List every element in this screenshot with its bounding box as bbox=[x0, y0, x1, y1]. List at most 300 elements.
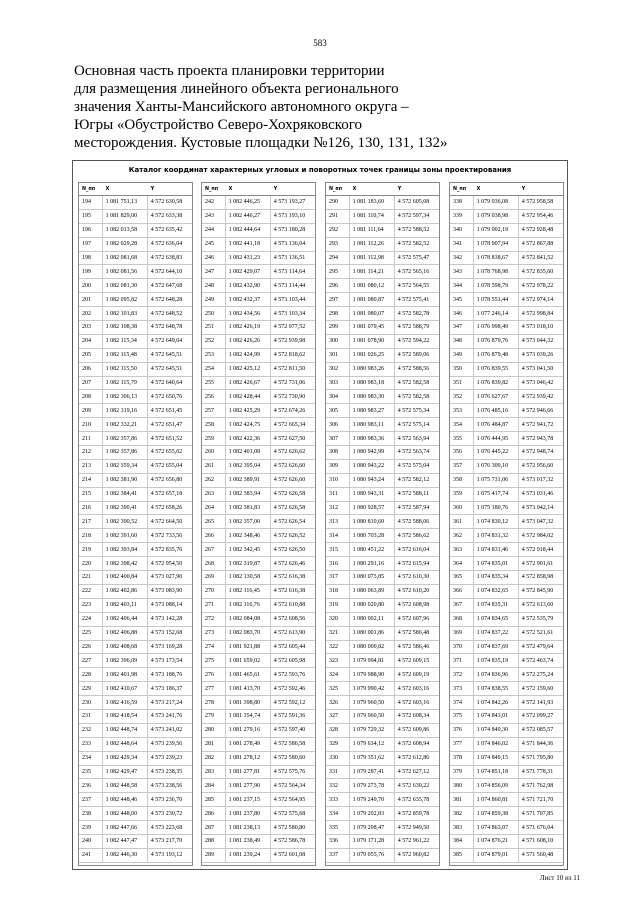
cell-x: 1 082 083,70 bbox=[226, 627, 271, 640]
cell-x: 1 082 381,83 bbox=[226, 502, 271, 515]
table-row bbox=[326, 377, 439, 391]
table-row bbox=[326, 696, 439, 710]
table-row bbox=[202, 710, 315, 724]
cell-x: 1 081 278,49 bbox=[226, 738, 271, 751]
cell-y: 4 572 616,38 bbox=[273, 588, 306, 595]
cell-y: 4 572 626,52 bbox=[273, 532, 306, 539]
cell-y: 4 572 841,52 bbox=[521, 255, 554, 261]
cell-y: 4 572 651,45 bbox=[150, 407, 183, 414]
cell-x: 1 082 410,67 bbox=[103, 682, 148, 695]
cell-number: 246 bbox=[202, 252, 226, 265]
cell-number: 376 bbox=[450, 724, 474, 737]
cell-y: 4 573 239,23 bbox=[150, 755, 183, 762]
cell-number: 349 bbox=[450, 349, 474, 362]
cell-number: 224 bbox=[79, 613, 103, 626]
cell-number: 245 bbox=[202, 238, 226, 251]
cell-number: 364 bbox=[450, 557, 474, 570]
header-y: Y bbox=[150, 186, 155, 192]
cell-x: 1 080 451,22 bbox=[350, 543, 395, 556]
cell-x: 1 081 183,60 bbox=[350, 196, 395, 209]
cell-x: 1 074 851,18 bbox=[474, 766, 519, 779]
cell-x: 1 081 278,12 bbox=[226, 752, 271, 765]
cell-x: 1 082 406,88 bbox=[103, 627, 148, 640]
cell-y: 4 572 648,52 bbox=[150, 310, 183, 317]
cell-x: 1 081 277,81 bbox=[226, 766, 271, 779]
table-row bbox=[450, 599, 563, 613]
cell-number: 225 bbox=[79, 627, 103, 640]
cell-number: 370 bbox=[450, 641, 474, 654]
table-row bbox=[202, 821, 315, 835]
cell-y: 4 572 626,50 bbox=[273, 546, 306, 553]
cell-x: 1 074 835,19 bbox=[474, 654, 519, 667]
table-row bbox=[326, 738, 439, 752]
cell-x: 1 081 238,13 bbox=[226, 821, 271, 834]
cell-number: 202 bbox=[79, 307, 103, 320]
cell-x: 1 081 078,90 bbox=[350, 335, 395, 348]
cell-y: 4 572 626,58 bbox=[273, 505, 306, 512]
header-n: N_пп bbox=[205, 186, 219, 192]
cell-y: 4 572 946,66 bbox=[521, 407, 554, 414]
cell-number: 264 bbox=[202, 502, 226, 515]
cell-number: 317 bbox=[326, 571, 350, 584]
table-row bbox=[202, 613, 315, 627]
cell-number: 198 bbox=[79, 252, 103, 265]
cell-x: 1 081 238,49 bbox=[226, 835, 271, 848]
cell-y: 4 572 575,68 bbox=[273, 810, 306, 817]
cell-y: 4 572 651,52 bbox=[150, 435, 183, 442]
table-row bbox=[202, 641, 315, 655]
cell-number: 251 bbox=[202, 321, 226, 334]
cell-y: 4 572 954,50 bbox=[150, 560, 183, 567]
cell-number: 262 bbox=[202, 474, 226, 487]
cell-y: 4 572 977,52 bbox=[273, 324, 306, 331]
cell-x: 1 081 110,74 bbox=[350, 210, 395, 223]
cell-x: 1 074 849,15 bbox=[474, 752, 519, 765]
table-row bbox=[202, 682, 315, 696]
cell-number: 234 bbox=[79, 752, 103, 765]
table-row bbox=[79, 613, 192, 627]
cell-y: 4 573 142,28 bbox=[150, 616, 183, 623]
table-row bbox=[326, 682, 439, 696]
table-row bbox=[326, 210, 439, 224]
cell-y: 4 572 159,60 bbox=[521, 685, 554, 692]
cell-x: 1 082 081,56 bbox=[103, 265, 148, 278]
cell-x: 1 082 448,00 bbox=[103, 807, 148, 820]
cell-y: 4 572 582,78 bbox=[397, 310, 430, 317]
table-row bbox=[326, 821, 439, 835]
cell-number: 362 bbox=[450, 529, 474, 542]
cell-number: 337 bbox=[326, 849, 350, 862]
cell-y: 4 572 613,60 bbox=[521, 602, 554, 609]
document-title bbox=[74, 62, 574, 152]
cell-x: 1 081 114,21 bbox=[350, 265, 395, 278]
cell-x: 1 082 425,12 bbox=[226, 363, 271, 376]
cell-number: 304 bbox=[326, 390, 350, 403]
cell-number: 300 bbox=[326, 335, 350, 348]
cell-y: 4 572 674,26 bbox=[273, 407, 306, 414]
table-row bbox=[79, 363, 192, 377]
cell-x: 1 074 836,96 bbox=[474, 668, 519, 681]
cell-number: 249 bbox=[202, 293, 226, 306]
cell-y: 4 572 608,34 bbox=[397, 713, 430, 720]
cell-y: 4 571 721,70 bbox=[521, 796, 554, 803]
cell-y: 4 573 046,42 bbox=[521, 380, 554, 387]
table-row bbox=[202, 724, 315, 738]
cell-x: 1 082 381,90 bbox=[103, 474, 148, 487]
table-row bbox=[79, 293, 192, 307]
table-row bbox=[326, 766, 439, 780]
cell-x: 1 078 551,44 bbox=[474, 293, 519, 306]
cell-x: 1 082 448,64 bbox=[103, 738, 148, 751]
cell-y: 4 573 230,72 bbox=[150, 810, 183, 817]
cell-y: 4 571 676,04 bbox=[521, 824, 554, 831]
cell-y: 4 573 238,56 bbox=[150, 782, 183, 789]
cell-y: 4 572 960,82 bbox=[397, 852, 430, 859]
cell-x: 1 082 393,84 bbox=[103, 543, 148, 556]
cell-y: 4 572 609,19 bbox=[397, 671, 430, 678]
table-row bbox=[450, 349, 563, 363]
table-row bbox=[202, 835, 315, 849]
table-row bbox=[79, 668, 192, 682]
cell-x: 1 081 829,00 bbox=[103, 210, 148, 223]
table-row bbox=[450, 210, 563, 224]
cell-number: 242 bbox=[202, 196, 226, 209]
cell-y: 4 572 605,44 bbox=[273, 643, 306, 650]
table-row bbox=[326, 668, 439, 682]
cell-number: 356 bbox=[450, 446, 474, 459]
table-row bbox=[450, 418, 563, 432]
cell-x: 1 082 446,25 bbox=[226, 196, 271, 209]
table-row bbox=[79, 793, 192, 807]
cell-number: 325 bbox=[326, 682, 350, 695]
cell-x: 1 082 359,34 bbox=[103, 460, 148, 473]
cell-x: 1 081 026,25 bbox=[350, 349, 395, 362]
cell-number: 260 bbox=[202, 446, 226, 459]
table-row bbox=[450, 293, 563, 307]
cell-x: 1 082 389,91 bbox=[226, 474, 271, 487]
cell-number: 326 bbox=[326, 696, 350, 709]
cell-number: 297 bbox=[326, 293, 350, 306]
cell-y: 4 572 563,74 bbox=[397, 449, 430, 456]
cell-number: 383 bbox=[450, 821, 474, 834]
cell-y: 4 572 978,22 bbox=[521, 282, 554, 289]
table-row bbox=[450, 752, 563, 766]
cell-number: 276 bbox=[202, 668, 226, 681]
cell-number: 280 bbox=[202, 724, 226, 737]
cell-y: 4 572 582,52 bbox=[397, 241, 430, 248]
cell-number: 194 bbox=[79, 196, 103, 209]
cell-x: 1 080 983,18 bbox=[350, 377, 395, 390]
table-row bbox=[79, 265, 192, 279]
cell-x: 1 081 080,87 bbox=[350, 293, 395, 306]
table-row bbox=[202, 196, 315, 210]
cell-number: 385 bbox=[450, 849, 474, 862]
cell-x: 1 078 907,94 bbox=[474, 238, 519, 251]
cell-y: 4 572 603,16 bbox=[397, 685, 430, 692]
cell-x: 1 076 484,87 bbox=[474, 418, 519, 431]
cell-y: 4 572 730,90 bbox=[273, 393, 306, 400]
table-row bbox=[450, 390, 563, 404]
table-row bbox=[202, 585, 315, 599]
cell-y: 4 573 083,90 bbox=[150, 588, 183, 595]
cell-y: 4 573 018,10 bbox=[521, 324, 554, 331]
title-line: значения Ханты-Мансийского автономного округа – bbox=[74, 99, 409, 115]
cell-number: 312 bbox=[326, 502, 350, 515]
table-row bbox=[79, 557, 192, 571]
table-row bbox=[79, 335, 192, 349]
cell-y: 4 573 217,70 bbox=[150, 838, 183, 845]
cell-number: 237 bbox=[79, 793, 103, 806]
table-row bbox=[79, 779, 192, 793]
table-row bbox=[326, 488, 439, 502]
cell-number: 259 bbox=[202, 432, 226, 445]
cell-x: 1 079 036,08 bbox=[474, 196, 519, 209]
cell-number: 327 bbox=[326, 710, 350, 723]
cell-number: 285 bbox=[202, 793, 226, 806]
cell-number: 229 bbox=[79, 682, 103, 695]
cell-number: 321 bbox=[326, 627, 350, 640]
cell-y: 4 572 658,26 bbox=[150, 505, 183, 512]
cell-number: 290 bbox=[326, 196, 350, 209]
cell-y: 4 573 041,50 bbox=[521, 366, 554, 373]
table-row bbox=[79, 252, 192, 266]
table-row bbox=[202, 738, 315, 752]
cell-x: 1 080 942,99 bbox=[350, 446, 395, 459]
cell-y: 4 572 645,51 bbox=[150, 366, 183, 373]
cell-number: 197 bbox=[79, 238, 103, 251]
cell-number: 355 bbox=[450, 432, 474, 445]
table-row bbox=[79, 390, 192, 404]
cell-y: 4 572 626,60 bbox=[273, 477, 306, 484]
cell-x: 1 082 432,37 bbox=[226, 293, 271, 306]
cell-y: 4 572 582,58 bbox=[397, 393, 430, 400]
cell-y: 4 572 610,88 bbox=[273, 602, 306, 609]
cell-x: 1 082 446,30 bbox=[103, 849, 148, 862]
header-y: Y bbox=[521, 186, 526, 192]
cell-y: 4 572 612,86 bbox=[397, 755, 430, 762]
table-row bbox=[450, 488, 563, 502]
cell-y: 4 572 657,18 bbox=[150, 491, 183, 498]
cell-x: 1 074 832,65 bbox=[474, 585, 519, 598]
table-row bbox=[202, 752, 315, 766]
cell-number: 238 bbox=[79, 807, 103, 820]
cell-y: 4 572 939,42 bbox=[521, 393, 554, 400]
cell-x: 1 080 063,89 bbox=[350, 585, 395, 598]
table-row bbox=[450, 821, 563, 835]
cell-x: 1 080 943,31 bbox=[350, 488, 395, 501]
table-row bbox=[79, 599, 192, 613]
cell-x: 1 074 835,34 bbox=[474, 571, 519, 584]
cell-x: 1 082 408,68 bbox=[103, 641, 148, 654]
cell-number: 287 bbox=[202, 821, 226, 834]
cell-number: 272 bbox=[202, 613, 226, 626]
table-row bbox=[450, 654, 563, 668]
cell-number: 244 bbox=[202, 224, 226, 237]
table-row bbox=[79, 238, 192, 252]
table-row bbox=[202, 404, 315, 418]
cell-x: 1 074 834,65 bbox=[474, 613, 519, 626]
table-row bbox=[450, 724, 563, 738]
table-row bbox=[326, 238, 439, 252]
cell-x: 1 074 843,01 bbox=[474, 710, 519, 723]
table-row bbox=[79, 196, 192, 210]
cell-y: 4 572 647,68 bbox=[150, 282, 183, 289]
cell-y: 4 572 580,60 bbox=[273, 755, 306, 762]
cell-x: 1 080 928,57 bbox=[350, 502, 395, 515]
cell-number: 352 bbox=[450, 390, 474, 403]
cell-y: 4 572 605,98 bbox=[273, 657, 306, 664]
cell-number: 233 bbox=[79, 738, 103, 751]
cell-number: 214 bbox=[79, 474, 103, 487]
cell-number: 257 bbox=[202, 404, 226, 417]
cell-x: 1 078 598,79 bbox=[474, 279, 519, 292]
cell-x: 1 079 994,81 bbox=[350, 654, 395, 667]
cell-number: 217 bbox=[79, 515, 103, 528]
cell-y: 4 572 607,96 bbox=[397, 616, 430, 623]
cell-number: 298 bbox=[326, 307, 350, 320]
cell-number: 199 bbox=[79, 265, 103, 278]
cell-x: 1 082 403,11 bbox=[103, 599, 148, 612]
cell-y: 4 572 463,74 bbox=[521, 657, 554, 664]
cell-x: 1 082 429,34 bbox=[103, 752, 148, 765]
cell-number: 254 bbox=[202, 363, 226, 376]
cell-x: 1 080 983,36 bbox=[350, 432, 395, 445]
cell-number: 303 bbox=[326, 377, 350, 390]
table-row bbox=[326, 432, 439, 446]
cell-number: 314 bbox=[326, 529, 350, 542]
cell-x: 1 082 115,79 bbox=[103, 377, 148, 390]
cell-number: 342 bbox=[450, 252, 474, 265]
cell-number: 330 bbox=[326, 752, 350, 765]
cell-y: 4 572 586,58 bbox=[273, 741, 306, 748]
cell-x: 1 081 079,45 bbox=[350, 321, 395, 334]
cell-y: 4 571 560,48 bbox=[521, 852, 554, 859]
cell-number: 210 bbox=[79, 418, 103, 431]
cell-number: 215 bbox=[79, 488, 103, 501]
cell-y: 4 573 169,28 bbox=[150, 643, 183, 650]
table-row bbox=[79, 766, 192, 780]
cell-y: 4 572 858,98 bbox=[521, 574, 554, 581]
table-row bbox=[326, 293, 439, 307]
cell-x: 1 082 115,50 bbox=[103, 363, 148, 376]
cell-number: 374 bbox=[450, 696, 474, 709]
cell-y: 4 573 193,27 bbox=[273, 199, 306, 206]
cell-y: 4 572 608,94 bbox=[397, 741, 430, 748]
table-row bbox=[326, 390, 439, 404]
cell-y: 4 572 835,60 bbox=[521, 268, 554, 275]
cell-y: 4 573 136,04 bbox=[273, 241, 306, 248]
table-row bbox=[326, 418, 439, 432]
cell-number: 263 bbox=[202, 488, 226, 501]
cell-number: 344 bbox=[450, 279, 474, 292]
cell-y: 4 573 188,76 bbox=[150, 671, 183, 678]
cell-x: 1 080 983,27 bbox=[350, 404, 395, 417]
cell-x: 1 075 180,76 bbox=[474, 502, 519, 515]
header-y: Y bbox=[397, 186, 402, 192]
cell-y: 4 572 731,06 bbox=[273, 380, 306, 387]
cell-number: 361 bbox=[450, 515, 474, 528]
cell-y: 4 572 948,74 bbox=[521, 449, 554, 456]
table-row bbox=[326, 585, 439, 599]
table-row bbox=[202, 793, 315, 807]
cell-y: 4 572 563,94 bbox=[397, 435, 430, 442]
table-row bbox=[202, 668, 315, 682]
table-row bbox=[450, 502, 563, 516]
cell-number: 241 bbox=[79, 849, 103, 862]
table-row bbox=[79, 752, 192, 766]
table-row bbox=[79, 835, 192, 849]
cell-number: 230 bbox=[79, 696, 103, 709]
cell-y: 4 572 958,58 bbox=[521, 199, 554, 206]
cell-y: 4 573 114,64 bbox=[273, 268, 306, 275]
cell-x: 1 082 447,66 bbox=[103, 821, 148, 834]
cell-number: 328 bbox=[326, 724, 350, 737]
cell-y: 4 572 640,64 bbox=[150, 380, 183, 387]
table-row bbox=[450, 766, 563, 780]
cell-y: 4 571 795,80 bbox=[521, 755, 554, 762]
cell-number: 219 bbox=[79, 543, 103, 556]
table-header bbox=[450, 183, 563, 196]
cell-number: 377 bbox=[450, 738, 474, 751]
cell-x: 1 082 426,26 bbox=[226, 335, 271, 348]
table-row bbox=[326, 543, 439, 557]
cell-y: 4 572 575,04 bbox=[397, 463, 430, 470]
table-row bbox=[326, 557, 439, 571]
cell-number: 369 bbox=[450, 627, 474, 640]
cell-number: 329 bbox=[326, 738, 350, 751]
cell-number: 258 bbox=[202, 418, 226, 431]
table-row bbox=[450, 696, 563, 710]
table-row bbox=[326, 224, 439, 238]
cell-x: 1 074 831,32 bbox=[474, 529, 519, 542]
table-row bbox=[202, 238, 315, 252]
table-row bbox=[202, 557, 315, 571]
table-row bbox=[450, 835, 563, 849]
cell-y: 4 572 633,38 bbox=[150, 213, 183, 220]
cell-number: 320 bbox=[326, 613, 350, 626]
cell-x: 1 082 426,19 bbox=[226, 321, 271, 334]
cell-y: 4 572 575,76 bbox=[273, 768, 306, 775]
cell-number: 261 bbox=[202, 460, 226, 473]
cell-x: 1 074 830,12 bbox=[474, 515, 519, 528]
cell-x: 1 082 357,86 bbox=[103, 432, 148, 445]
table-row bbox=[202, 363, 315, 377]
cell-y: 4 572 588,06 bbox=[397, 518, 430, 525]
cell-y: 4 572 609,15 bbox=[397, 657, 430, 664]
cell-y: 4 572 939,98 bbox=[273, 338, 306, 345]
cell-number: 336 bbox=[326, 835, 350, 848]
cell-x: 1 081 354,74 bbox=[226, 710, 271, 723]
cell-x: 1 082 319,16 bbox=[103, 404, 148, 417]
cell-x: 1 074 838,55 bbox=[474, 682, 519, 695]
cell-x: 1 079 960,50 bbox=[350, 710, 395, 723]
cell-x: 1 081 112,98 bbox=[350, 252, 395, 265]
cell-x: 1 082 422,36 bbox=[226, 432, 271, 445]
cell-x: 1 082 446,27 bbox=[226, 210, 271, 223]
table-row bbox=[450, 446, 563, 460]
cell-x: 1 079 960,50 bbox=[350, 696, 395, 709]
table-row bbox=[326, 779, 439, 793]
table-row bbox=[326, 474, 439, 488]
cell-y: 4 571 762,98 bbox=[521, 782, 554, 789]
table-row bbox=[202, 502, 315, 516]
cell-number: 277 bbox=[202, 682, 226, 695]
cell-y: 4 572 867,88 bbox=[521, 241, 554, 248]
table-row bbox=[326, 363, 439, 377]
table-row bbox=[79, 418, 192, 432]
table-row bbox=[326, 335, 439, 349]
cell-number: 295 bbox=[326, 265, 350, 278]
